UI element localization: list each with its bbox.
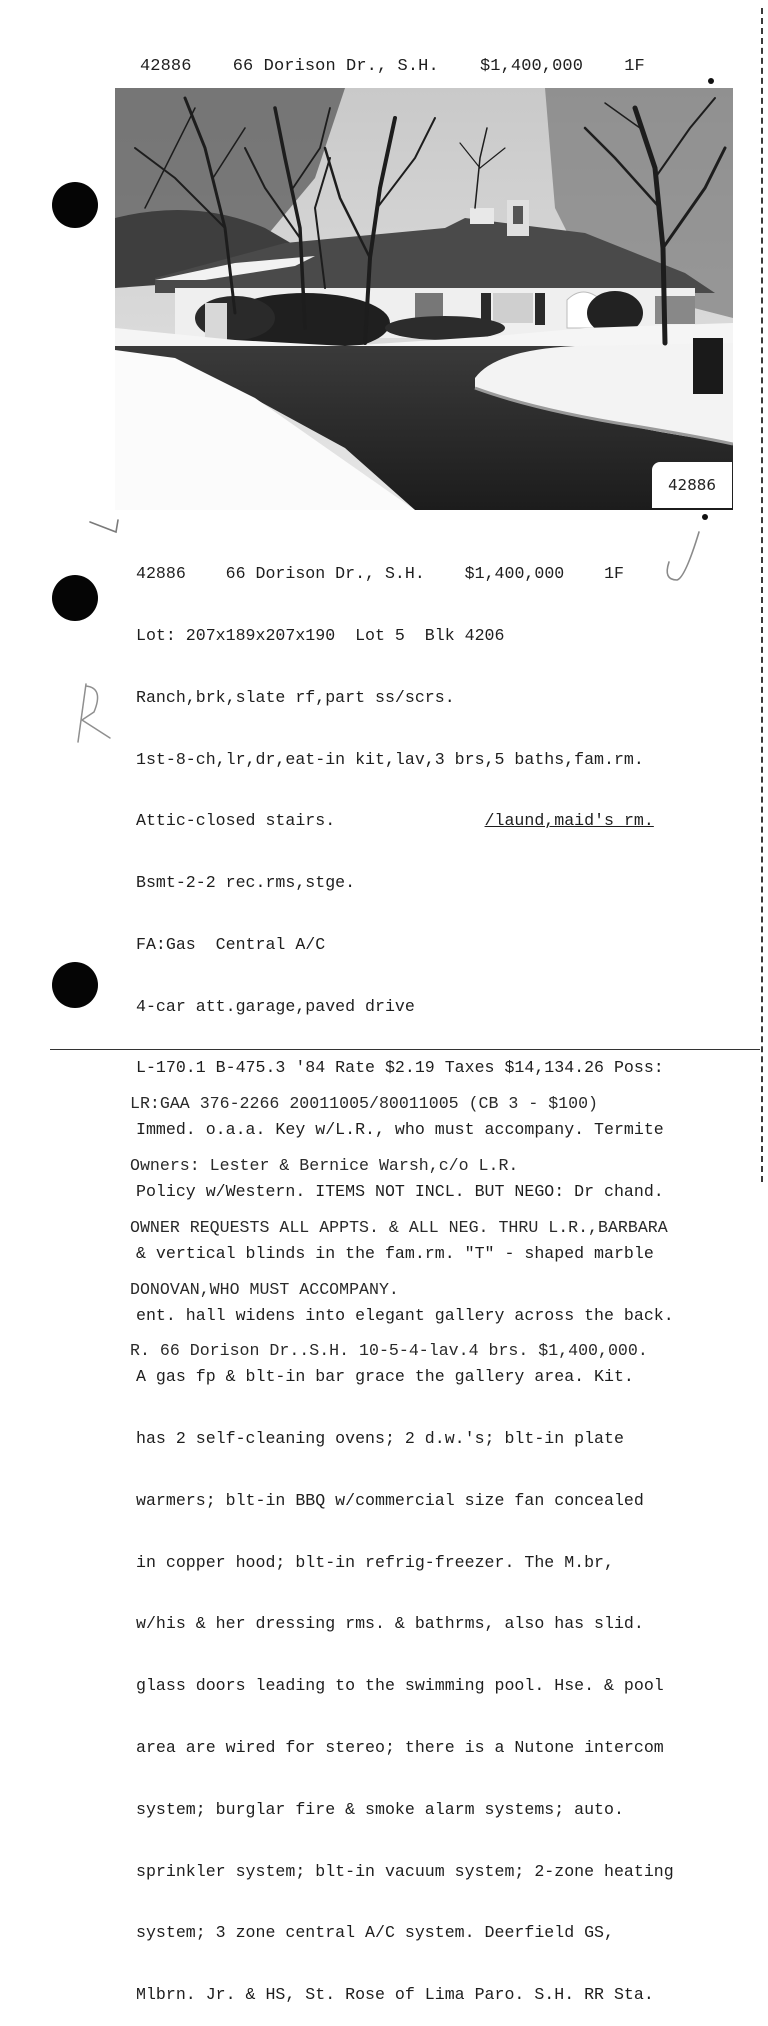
pencil-letter-r-icon [74, 680, 114, 748]
description-line: sprinkler system; blt-in vacuum system; 2-zone heating [136, 1861, 674, 1881]
binder-hole-top [52, 182, 98, 228]
description-line: w/his & her dressing rms. & bathrms, also has slid. [136, 1614, 644, 1634]
binder-hole-middle [52, 575, 98, 621]
description-line: system; 3 zone central A/C system. Deerfield GS, [136, 1923, 614, 1943]
listing-address: 66 Dorison Dr., S.H. [225, 564, 425, 584]
attic-line [136, 811, 746, 832]
description-line: system; burglar fire & smoke alarm systems; auto. [136, 1799, 624, 1819]
listing-code: 1F [624, 57, 645, 76]
listing-price: $1,400,000 [480, 57, 584, 76]
construction-line: Ranch,brk,slate rf,part ss/scrs. [136, 687, 455, 707]
house-photo-illustration [115, 88, 733, 510]
first-floor-line: 1st-8-ch,lr,dr,eat-in kit,lav,3 brs,5 baths,fam.rm. [136, 749, 644, 769]
garage-line: 4-car att.garage,paved drive [136, 996, 415, 1016]
description-line: has 2 self-cleaning ovens; 2 d.w.'s; blt-in plate [136, 1429, 624, 1449]
description-line: A gas fp & blt-in bar grace the gallery area. Kit. [136, 1367, 634, 1387]
section-divider [50, 1049, 760, 1050]
description-line: L-170.1 B-475.3 '84 Rate $2.19 Taxes $14,134.26 Poss: [136, 1058, 664, 1078]
appointment-note: OWNER REQUESTS ALL APPTS. & ALL NEG. THRU L.R.,BARBARA [130, 1217, 668, 1237]
property-photo [115, 88, 733, 510]
listing-address: 66 Dorison Dr., S.H. [232, 57, 439, 76]
description-line: & vertical blinds in the fam.rm. "T" - shaped marble [136, 1243, 654, 1263]
listing-code: 1F [604, 564, 625, 584]
description-line: glass doors leading to the swimming pool. Hse. & pool [136, 1676, 664, 1696]
pencil-checkmark-icon [655, 528, 705, 588]
perforation-edge [761, 8, 763, 1182]
binder-hole-bottom [52, 962, 98, 1008]
lot-line: Lot: 207x189x207x190 Lot 5 Blk 4206 [136, 625, 505, 645]
listing-header [140, 57, 645, 76]
heating-line: FA:Gas Central A/C [136, 934, 326, 954]
listing-footer [130, 1053, 760, 1383]
appointment-note-cont: DONOVAN,WHO MUST ACCOMPANY. [130, 1279, 399, 1299]
description-line: area are wired for stereo; there is a Nutone intercom [136, 1738, 664, 1758]
attic-text: Attic-closed stairs. [136, 811, 336, 831]
photo-listing-tag: 42886 [652, 462, 732, 508]
owners-line: Owners: Lester & Bernice Warsh,c/o L.R. [130, 1155, 519, 1175]
listing-number: 42886 [136, 564, 186, 584]
summary-line: R. 66 Dorison Dr..S.H. 10-5-4-lav.4 brs. $1,400,000. [130, 1341, 648, 1361]
description-line: ent. hall widens into elegant gallery across the back. [136, 1305, 674, 1325]
basement-line: Bsmt-2-2 rec.rms,stge. [136, 873, 356, 893]
description-line: Policy w/Western. ITEMS NOT INCL. BUT NEGO: Dr chand. [136, 1182, 664, 1201]
listing-number: 42886 [140, 57, 192, 76]
description-line: warmers; blt-in BBQ w/commercial size fan concealed [136, 1490, 644, 1510]
pencil-tick-icon [88, 518, 128, 542]
listing-broker-line: LR:GAA 376-2266 20011005/80011005 (CB 3 - $100) [130, 1094, 599, 1114]
attic-addendum: /laund,maid's rm. [484, 811, 654, 831]
description-line: in copper hood; blt-in refrig-freezer. The M.br, [136, 1552, 614, 1572]
registration-dot [708, 78, 714, 84]
registration-dot [702, 514, 708, 520]
description-line: Immed. o.a.a. Key w/L.R., who must accompany. Termite [136, 1120, 664, 1140]
description-line: Mlbrn. Jr. & HS, St. Rose of Lima Paro. S.H. RR Sta. [136, 1985, 654, 2005]
listing-price: $1,400,000 [464, 564, 565, 584]
